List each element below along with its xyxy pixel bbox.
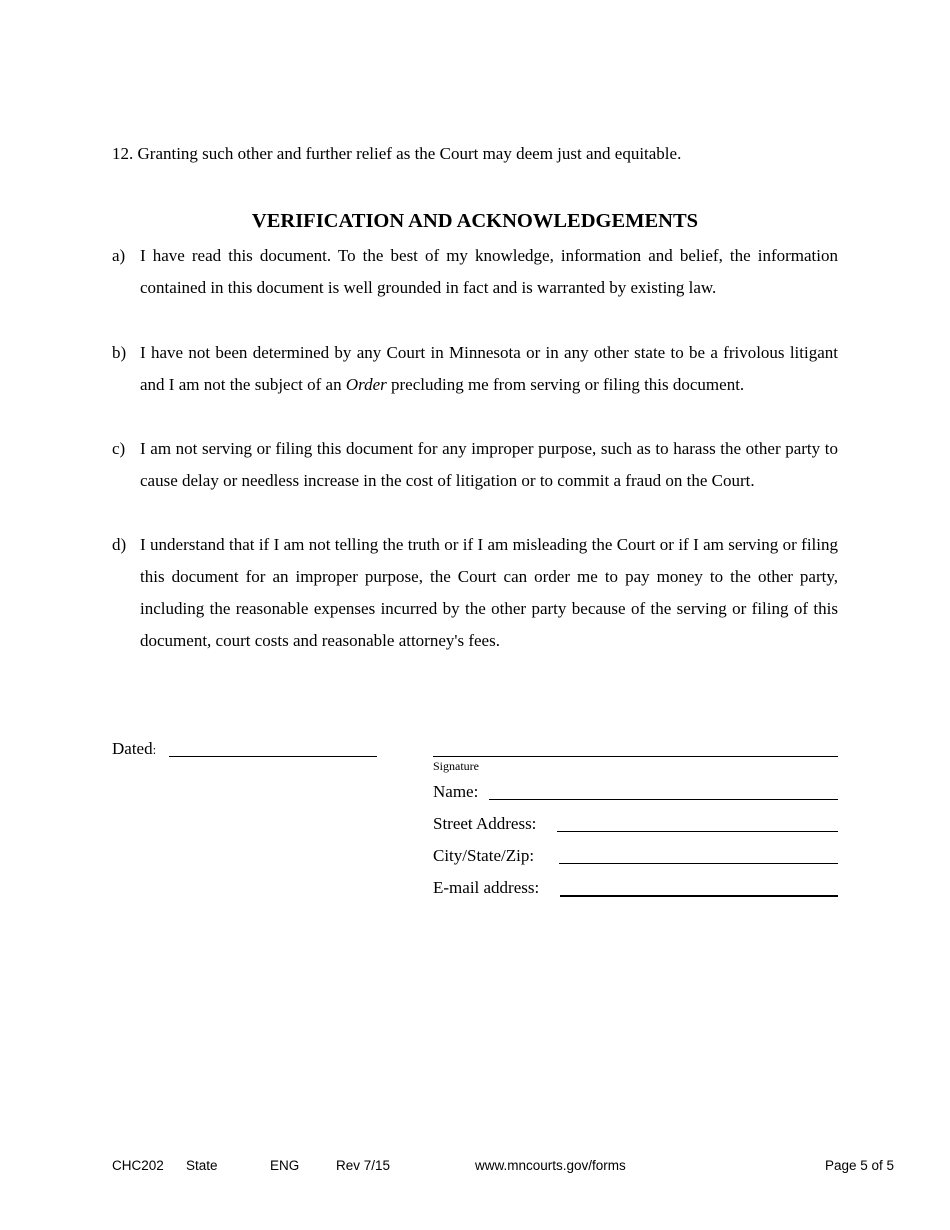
footer-revision: Rev 7/15: [336, 1158, 391, 1173]
item-text: I understand that if I am not telling the truth or if I am misleading the Court or if I am serving or filing this document for an improper purpose, the Court can order me to pay money to the other party, including the reasonable expenses incurred by the other party because of the serving or filing of this document, court costs and reasonable attorney's fees.: [140, 535, 838, 650]
signature-label: Signature: [433, 759, 479, 773]
name-label: Name:: [433, 782, 479, 801]
footer-form-code: CHC202: [112, 1158, 164, 1173]
email-label: E-mail address:: [433, 878, 540, 897]
order-emphasis: Order: [345, 375, 387, 394]
email-field[interactable]: [560, 895, 838, 897]
verification-heading: VERIFICATION AND ACKNOWLEDGEMENTS: [251, 210, 699, 232]
relief-item-12: 12. Granting such other and further relief as the Court may deem just and equitable.: [112, 144, 682, 163]
item-label: d): [112, 535, 127, 554]
footer-page-number: Page 5 of 5: [824, 1158, 894, 1173]
item-text: I am not serving or filing this document for any improper purpose, such as to harass the other party to cause delay or needless increase in the cost of litigation or to commit a fraud on the Court.: [140, 439, 838, 490]
item-text-part: precluding me from serving or filing this document.: [386, 375, 745, 394]
street-address-field[interactable]: [557, 831, 838, 832]
dated-label: [112, 738, 156, 761]
footer-url[interactable]: www.mncourts.gov/forms: [475, 1158, 626, 1173]
city-state-zip-label: City/State/Zip:: [433, 846, 535, 865]
dated-label-text: Dated: [112, 739, 153, 758]
signature-field[interactable]: [433, 756, 838, 757]
item-label: b): [112, 343, 127, 362]
city-state-zip-field[interactable]: [559, 863, 838, 864]
item-label: a): [112, 246, 126, 265]
footer-language: ENG: [270, 1158, 300, 1173]
item-label: c): [112, 439, 126, 458]
item-text: [140, 337, 838, 401]
footer-jurisdiction: State: [186, 1158, 218, 1173]
street-address-label: Street Address:: [433, 814, 537, 833]
item-text-part: I have not been determined by any Court in Minnesota or in any other state to be a frivolous litigant and I am not the subject of an: [140, 343, 838, 394]
dated-field[interactable]: [169, 756, 377, 757]
item-text: I have read this document. To the best of my knowledge, information and belief, the information contained in this document is well grounded in fact and is warranted by existing law.: [140, 246, 838, 297]
dated-colon: :: [152, 742, 157, 757]
name-field[interactable]: [489, 799, 838, 800]
